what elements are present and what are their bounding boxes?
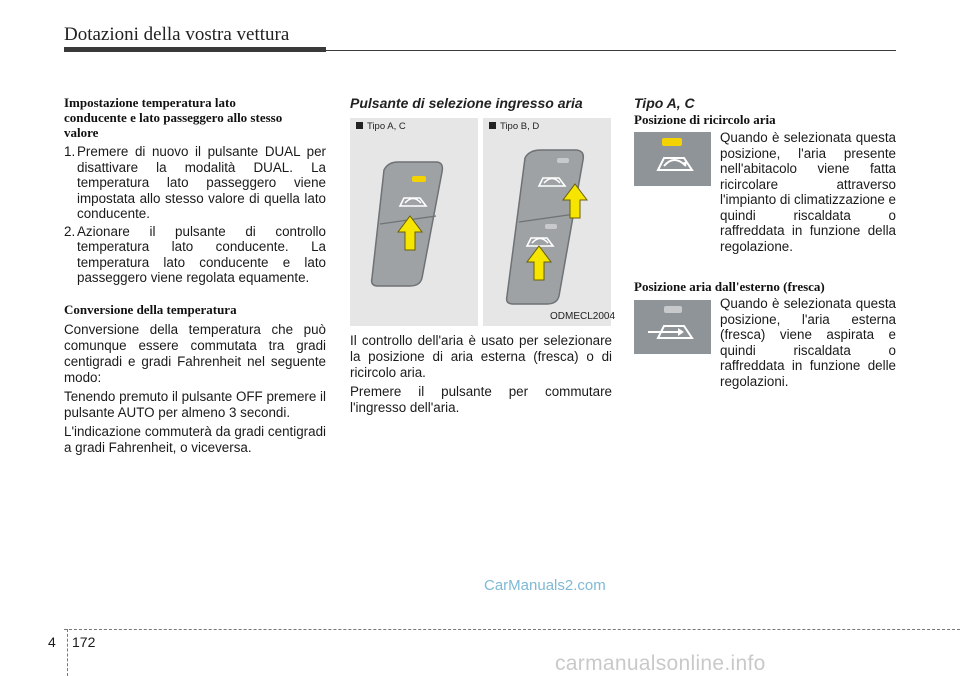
section-title-fresh-air: Posizione aria dall'esterno (fresca) (634, 279, 825, 294)
indicator-light-off (545, 224, 557, 229)
header-rule-thin (326, 50, 896, 51)
button-illustration-type-bd (483, 118, 611, 326)
col2-heading: Pulsante di selezione ingresso aria (350, 95, 583, 111)
paragraph: L'indicazione commuterà da gradi centigradi a gradi Fahrenheit, o viceversa. (64, 423, 326, 455)
col3-heading: Tipo A, C (634, 95, 695, 111)
step-text: Azionare il pulsante di controllo temperatura lato conducente. La temperatura lato conducente e lato passeggero viene regolata equamente. (77, 223, 326, 285)
list-item (64, 144, 326, 222)
col1-steps (64, 144, 326, 286)
indicator-light-off (557, 158, 569, 163)
footer-rule (64, 629, 960, 630)
indicator-light (412, 176, 426, 182)
fresh-air-mode-icon-box (634, 300, 711, 354)
col1-heading-2: Conversione della temperatura (64, 301, 237, 317)
chapter-number: 4 (48, 634, 56, 650)
col1-heading-line-3: valore (64, 125, 99, 140)
footer-divider (67, 629, 68, 676)
column-2 (350, 95, 612, 111)
button-illustration-type-ac (350, 118, 478, 326)
page-number: 172 (72, 634, 96, 650)
recirculation-mode-icon-box (634, 132, 711, 186)
section-text-recirculation: Quando è selezionata questa posizione, l'aria presente nell'abitacolo viene fatta ricircolare attraverso l'impianto di climatizzazione e quindi riscaldata o raffreddata in funzione della regolazione. (720, 130, 896, 254)
section-title-recirculation: Posizione di ricircolo aria (634, 112, 776, 127)
paragraph: Tenendo premuto il pulsante OFF premere il pulsante AUTO per almeno 3 secondi. (64, 388, 326, 420)
paragraph: Conversione della temperatura che può comunque essere commutata tra gradi centigradi e gradi Fahrenheit nel seguente modo: (64, 321, 326, 385)
figure-code: ODMECL2004 (550, 311, 616, 322)
step-text: Premere di nuovo il pulsante DUAL per disattivare la modalità DUAL. La temperatura lato passeggero viene impostata allo stesso valore di quella lato conducente. (77, 144, 326, 221)
step-number: 1. (64, 144, 76, 159)
figure-label-right-text: Tipo B, D (500, 121, 540, 132)
section-text-fresh-air: Quando è selezionata questa posizione, l'aria esterna (fresca) viene aspirata e quindi riscaldata o raffreddata in funzione delle regolazioni. (720, 296, 896, 389)
fresh-air-icon (634, 300, 711, 354)
col1-heading-line-2: conducente e lato passeggero allo stesso (64, 110, 283, 125)
recirculation-icon (634, 132, 711, 186)
header-title: Dotazioni della vostra vettura (64, 24, 290, 45)
col1-heading (64, 95, 326, 140)
paragraph: Il controllo dell'aria è usato per selezionare la posizione di aria esterna (fresca) o di ricircolo aria. (350, 333, 612, 380)
list-item (64, 224, 326, 286)
site-watermark: carmanualsonline.info (555, 652, 766, 675)
watermark: CarManuals2.com (484, 577, 606, 594)
paragraph: Premere il pulsante per commutare l'ingresso dell'aria. (350, 384, 612, 415)
col1-body (64, 322, 326, 456)
col1-heading-line-1: Impostazione temperatura lato (64, 95, 236, 110)
header-rule-thick (64, 47, 326, 52)
step-number: 2. (64, 223, 76, 239)
col2-body (350, 333, 612, 419)
figure-label-left-text: Tipo A, C (367, 121, 406, 132)
column-1 (64, 95, 326, 459)
